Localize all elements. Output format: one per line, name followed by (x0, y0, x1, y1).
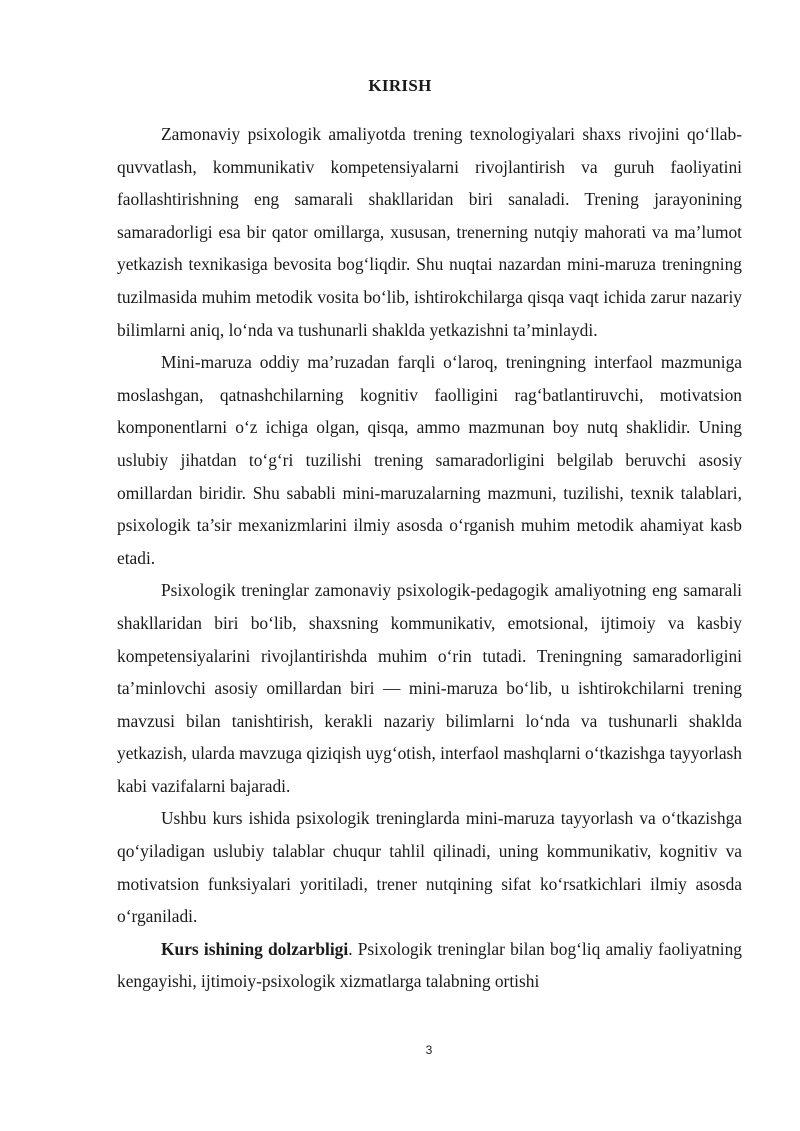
paragraph-4: Ushbu kurs ishida psixologik treninglarda mini-maruza tayyorlash va o‘tkazishga qo‘yiladigan uslubiy talablar chuqur tahlil qilinadi, uning kommunikativ, kognitiv va motivatsion funksiyalari yoritiladi, trener nutqining sifat ko‘rsatkichlari ilmiy asosda o‘rganiladi. (117, 808, 742, 927)
page-title: KIRISH (368, 76, 432, 95)
paragraph-1: Zamonaviy psixologik amaliyotda trening texnologiyalari shaxs rivojini qo‘llab-quvvatlash, kommunikativ kompetensiyalarni rivojlantirish va guruh faoliyatini faollashtirishning eng samarali shakllaridan biri sanaladi. Trening jarayonining samaradorligi esa bir qator omillarga, xususan, trenerning nutqiy mahorati va ma’lumot yetkazish texnikasiga bevosita bog‘liqdir. Shu nuqtai nazardan mini-maruza treningning tuzilmasida muhim metodik vosita bo‘lib, ishtirokchilarga qisqa vaqt ichida zarur nazariy bilimlarni aniq, lo‘nda va tushunarli shaklda yetkazishni ta’minlaydi. (117, 124, 742, 340)
page-number: 3 (425, 1043, 433, 1057)
paragraph-5-text: . Psixologik treninglar bilan bog‘liq amaliy faoliyatning kengayishi, ijtimoiy-psixologik xizmatlarga talabning ortishi (117, 938, 742, 992)
paragraph-2: Mini-maruza oddiy ma’ruzadan farqli o‘laroq, treningning interfaol mazmuniga moslashgan, qatnashchilarning kognitiv faolligini rag‘batlantiruvchi, motivatsion komponentlarni o‘z ichiga olgan, qisqa, ammo mazmunan boy nutq shaklidir. Uning uslubiy jihatdan to‘g‘ri tuzilishi trening samaradorligini belgilab beruvchi asosiy omillardan biridir. Shu sababli mini-maruzalarning mazmuni, tuzilishi, texnik talablari, psixologik ta’sir mexanizmlarini ilmiy asosda o‘rganish muhim metodik ahamiyat kasb etadi. (117, 352, 742, 568)
body-text (117, 118, 742, 998)
paragraph-3: Psixologik treninglar zamonaviy psixologik-pedagogik amaliyotning eng samarali shakllaridan biri bo‘lib, shaxsning kommunikativ, emotsional, ijtimoiy va kasbiy kompetensiyalarini rivojlantirishda muhim o‘rin tutadi. Treningning samaradorligini ta’minlovchi asosiy omillardan biri — mini-maruza bo‘lib, u ishtirokchilarni trening mavzusi bilan tanishtirish, kerakli nazariy bilimlarni lo‘nda va tushunarli shaklda yetkazish, ularda mavzuga qiziqish uyg‘otish, interfaol mashqlarni o‘tkazishga tayyorlash kabi vazifalarni bajaradi. (117, 580, 742, 796)
section-lead-heading: Kurs ishining dolzarbligi (161, 938, 349, 959)
paragraph-5 (117, 933, 742, 998)
